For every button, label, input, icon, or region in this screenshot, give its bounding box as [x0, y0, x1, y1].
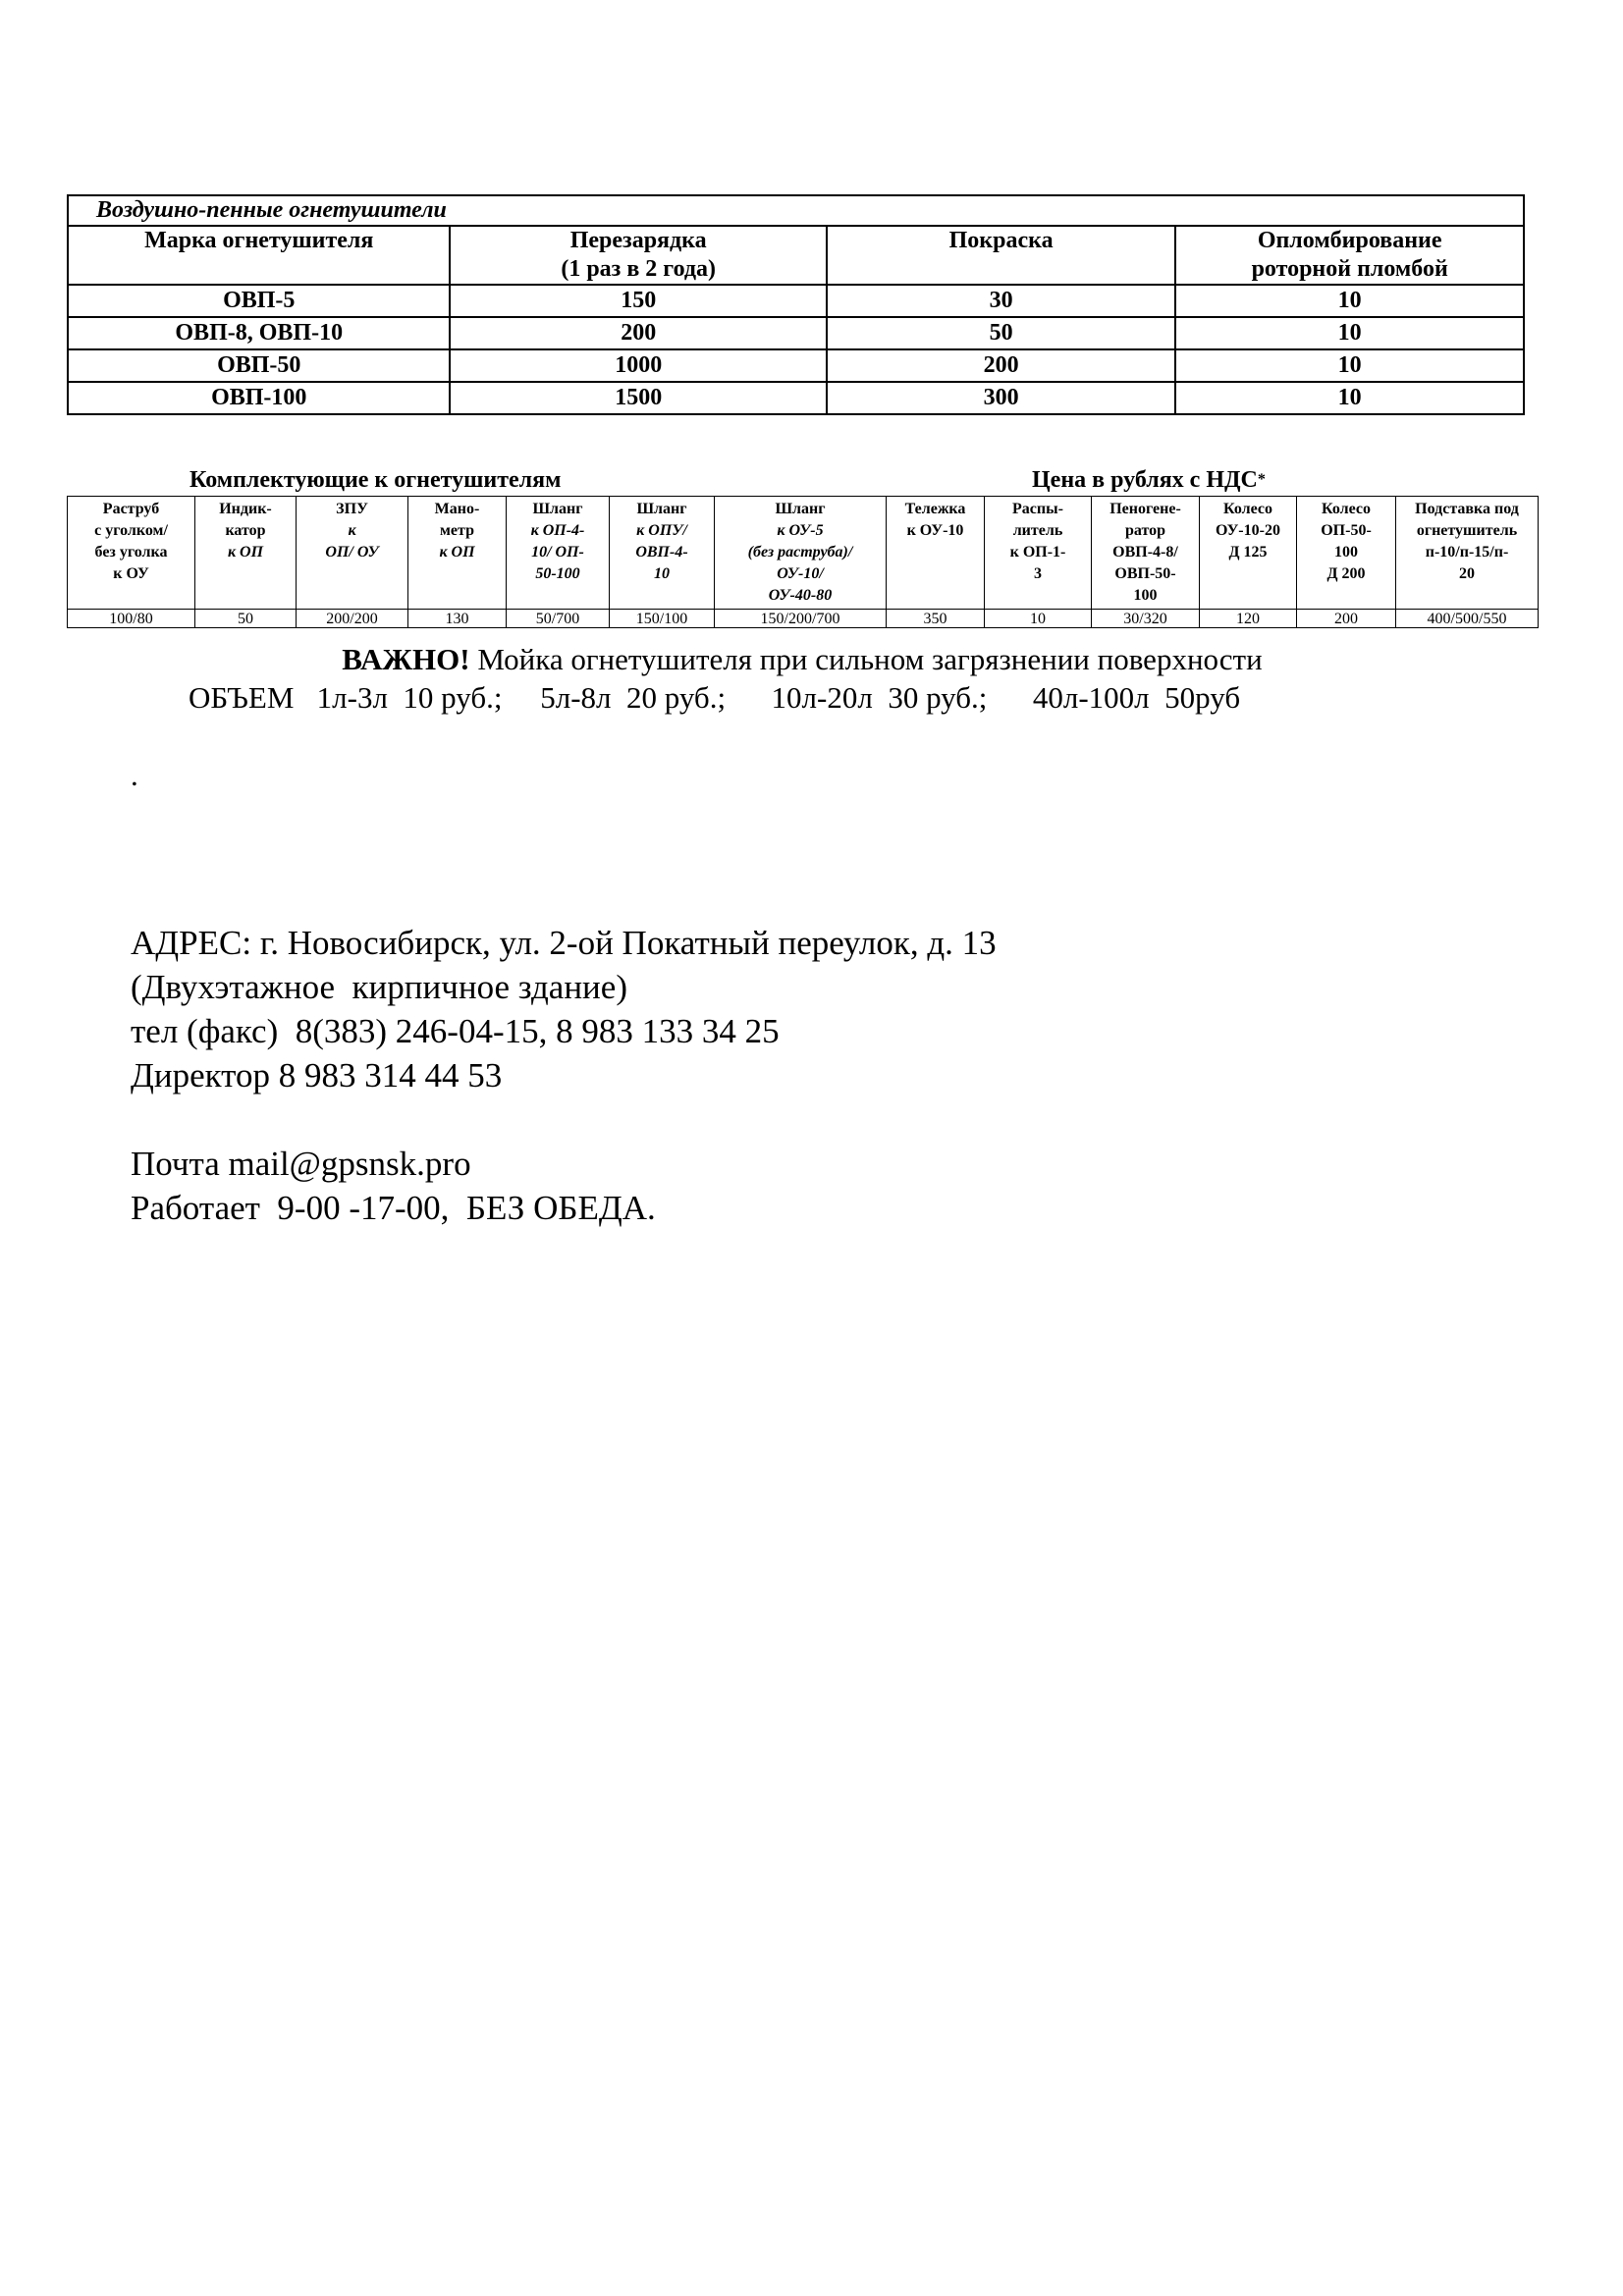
table-row	[68, 317, 1524, 349]
phone-line: тел (факс) 8(383) 246-04-15, 8 983 133 34 25	[131, 1012, 780, 1050]
value-cell: 10	[985, 610, 1092, 628]
value-cell: 130	[408, 610, 507, 628]
cell-recharge: 150	[450, 285, 826, 317]
value-cell: 150/200/700	[715, 610, 887, 628]
cell-paint: 30	[827, 285, 1175, 317]
dot-mark: .	[131, 758, 138, 792]
value-cell: 350	[887, 610, 985, 628]
address-line: АДРЕС: г. Новосибирск, ул. 2-ой Покатный переулок, д. 13	[131, 924, 997, 962]
header-cart: Тележка к ОУ-10	[887, 497, 985, 610]
header-stand: Подставка под огнетушитель п-10/п-15/п- 20	[1396, 497, 1539, 610]
components-caption-right	[1032, 465, 1266, 495]
header-wheel-ou: Колесо ОУ-10-20 Д 125	[1200, 497, 1297, 610]
cell-brand: ОВП-8, ОВП-10	[68, 317, 450, 349]
cell-paint: 200	[827, 349, 1175, 382]
table-row	[68, 382, 1524, 414]
header-brand: Марка огнетушителя	[68, 226, 450, 285]
important-label: ВАЖНО!	[342, 642, 470, 676]
volume-pricing-line: ОБЪЕМ 1л-3л 10 руб.; 5л-8л 20 руб.; 10л-20л 30 руб.; 40л-100л 50руб	[189, 680, 1241, 715]
hours-line: Работает 9-00 -17-00, БЕЗ ОБЕДА.	[131, 1189, 656, 1227]
header-wheel-op: Колесо ОП-50- 100 Д 200	[1297, 497, 1396, 610]
important-notice	[67, 640, 1538, 679]
header-seal	[1175, 226, 1524, 285]
cell-recharge: 200	[450, 317, 826, 349]
header-hose-ou: Шланг к ОУ-5 (без раструба)/ ОУ-10/ ОУ-40-80	[715, 497, 887, 610]
cell-paint: 300	[827, 382, 1175, 414]
header-indicator: Индик- катор к ОП	[195, 497, 297, 610]
email-line: Почта mail@gpsnsk.pro	[131, 1145, 471, 1183]
cell-brand: ОВП-100	[68, 382, 450, 414]
header-trumpet: Раструб с уголком/ без уголка к ОУ	[68, 497, 195, 610]
contacts-block	[131, 921, 997, 1230]
header-paint: Покраска	[827, 226, 1175, 285]
value-cell: 100/80	[68, 610, 195, 628]
director-line: Директор 8 983 314 44 53	[131, 1056, 503, 1095]
value-cell: 400/500/550	[1396, 610, 1539, 628]
header-foam-generator: Пеногене- ратор ОВП-4-8/ ОВП-50- 100	[1092, 497, 1200, 610]
header-recharge	[450, 226, 826, 285]
value-cell: 50/700	[507, 610, 610, 628]
components-caption	[67, 465, 1538, 495]
cell-seal: 10	[1175, 382, 1524, 414]
cell-brand: ОВП-50	[68, 349, 450, 382]
cell-brand: ОВП-5	[68, 285, 450, 317]
value-cell: 120	[1200, 610, 1297, 628]
components-caption-left: Комплектующие к огнетушителям	[189, 467, 562, 493]
header-hose-opu: Шланг к ОПУ/ ОВП-4- 10	[610, 497, 715, 610]
table-row	[68, 349, 1524, 382]
asterisk: *	[1257, 471, 1266, 488]
cell-seal: 10	[1175, 349, 1524, 382]
air-foam-extinguishers-price-table	[67, 194, 1525, 415]
table1-caption-left: Воздушно-пенные огнетушители	[68, 195, 827, 226]
value-cell: 200	[1297, 610, 1396, 628]
header-seal-line1: Опломбирование	[1257, 228, 1442, 253]
components-price-table	[67, 496, 1539, 628]
header-recharge-line1: Перезарядка	[569, 228, 707, 253]
value-cell: 200/200	[297, 610, 408, 628]
value-cell: 150/100	[610, 610, 715, 628]
components-caption-right-text: Цена в рублях с НДС	[1032, 467, 1258, 493]
header-seal-line2: роторной пломбой	[1251, 256, 1448, 282]
header-hose-op: Шланг к ОП-4- 10/ ОП- 50-100	[507, 497, 610, 610]
header-zpu: ЗПУ к ОП/ ОУ	[297, 497, 408, 610]
header-sprayer: Распы- литель к ОП-1- 3	[985, 497, 1092, 610]
cell-paint: 50	[827, 317, 1175, 349]
cell-recharge: 1000	[450, 349, 826, 382]
important-text: Мойка огнетушителя при сильном загрязнении поверхности	[469, 642, 1263, 676]
table-row	[68, 285, 1524, 317]
cell-seal: 10	[1175, 285, 1524, 317]
header-recharge-line2: (1 раз в 2 года)	[561, 256, 717, 282]
building-line: (Двухэтажное кирпичное здание)	[131, 968, 627, 1006]
cell-recharge: 1500	[450, 382, 826, 414]
header-manometer: Мано- метр к ОП	[408, 497, 507, 610]
cell-seal: 10	[1175, 317, 1524, 349]
value-cell: 30/320	[1092, 610, 1200, 628]
value-cell: 50	[195, 610, 297, 628]
table1-caption-right	[827, 195, 1524, 226]
table-row	[68, 610, 1539, 628]
